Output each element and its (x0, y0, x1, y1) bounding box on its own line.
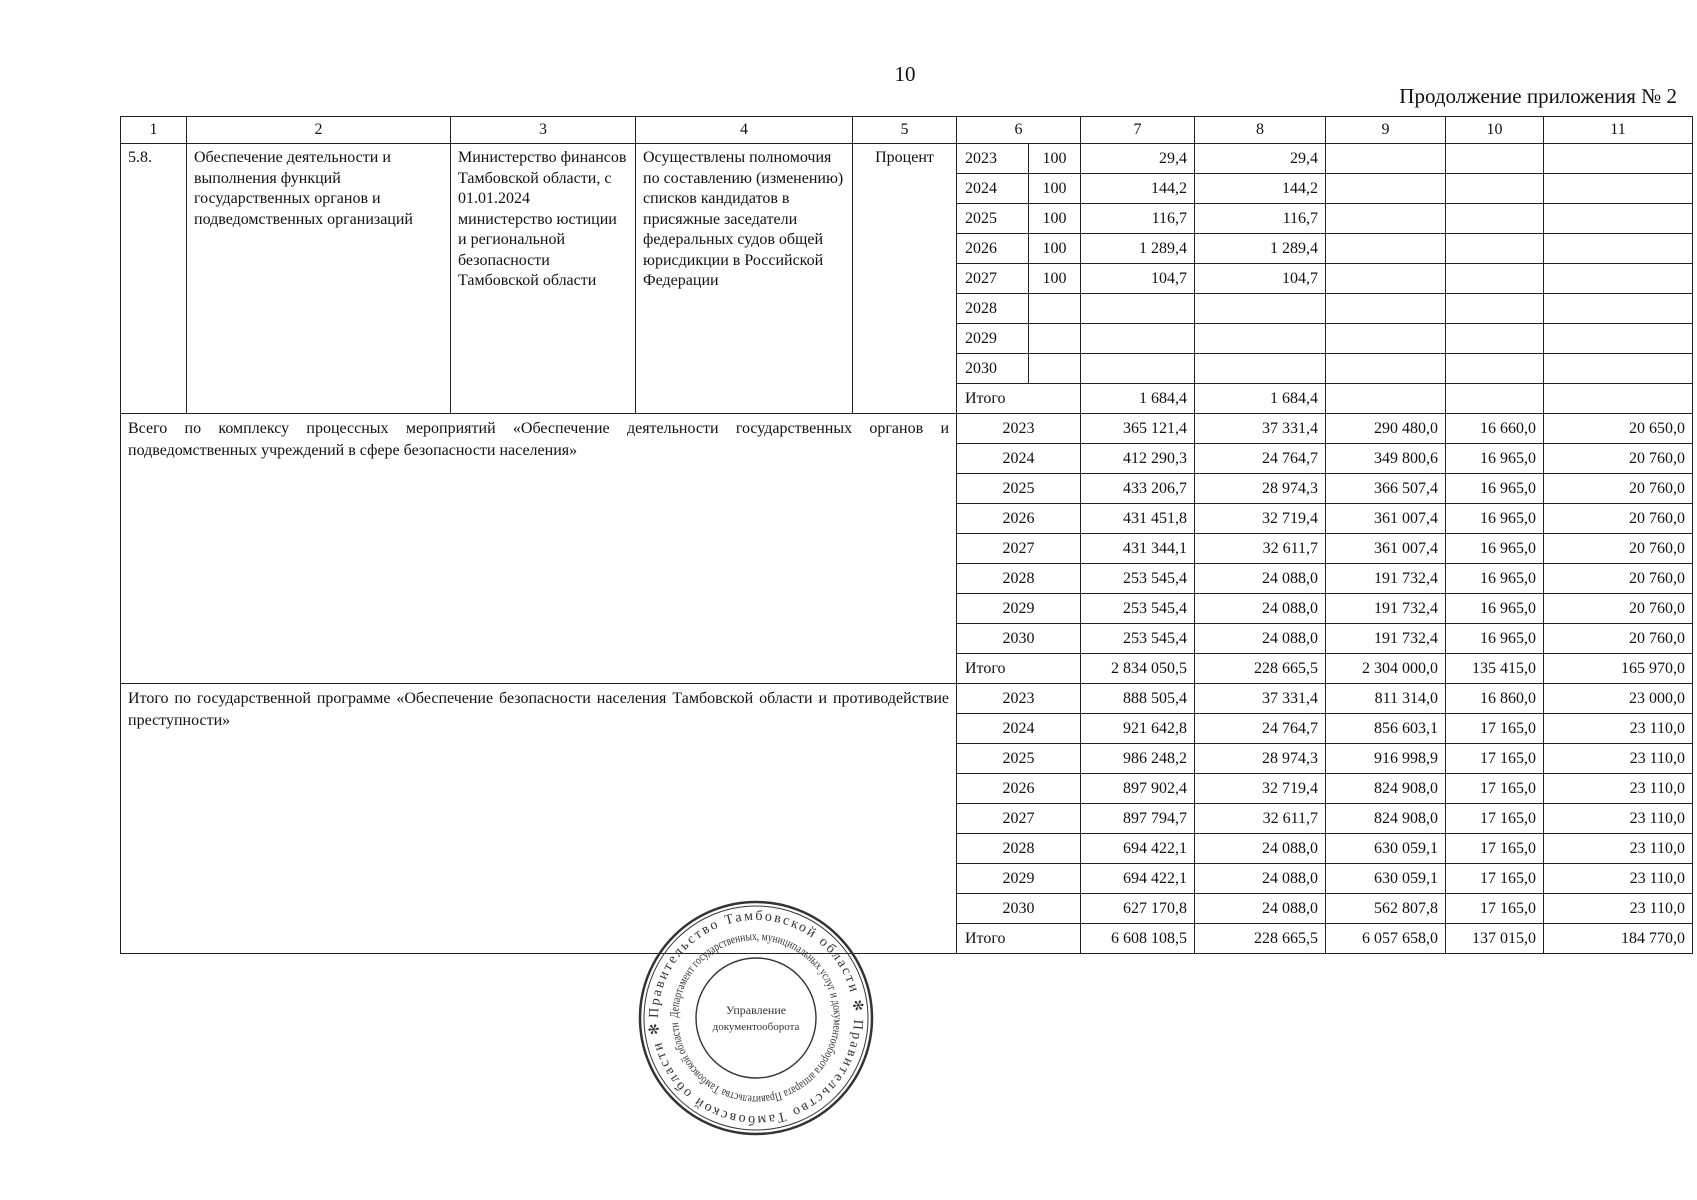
amount-cell: 253 545,4 (1081, 564, 1195, 594)
budget-table (120, 116, 1693, 954)
column-number: 8 (1195, 117, 1326, 144)
amount-cell: 20 760,0 (1544, 504, 1693, 534)
total-label: Итого (957, 654, 1081, 684)
amount-cell: 431 451,8 (1081, 504, 1195, 534)
amount-cell: 32 719,4 (1195, 504, 1326, 534)
seal-inner-text: Департамент государственных, муниципальных услуг и документооборота аппарата Правительства Тамбовской области (666, 928, 846, 1108)
amount-cell: 986 248,2 (1081, 744, 1195, 774)
amount-cell: 365 121,4 (1081, 414, 1195, 444)
amount-cell: 17 165,0 (1446, 804, 1544, 834)
amount-cell: 28 974,3 (1195, 474, 1326, 504)
item-unit: Процент (853, 144, 957, 414)
year-cell: 2023 (957, 414, 1081, 444)
amount-cell (1544, 234, 1693, 264)
year-cell: 2023 (957, 684, 1081, 714)
amount-cell: 23 000,0 (1544, 684, 1693, 714)
amount-cell (1195, 294, 1326, 324)
year-cell: 2026 (957, 774, 1081, 804)
amount-cell: 20 760,0 (1544, 594, 1693, 624)
amount-cell: 24 088,0 (1195, 594, 1326, 624)
amount-cell: 137 015,0 (1446, 924, 1544, 954)
amount-cell (1081, 294, 1195, 324)
amount-cell (1446, 294, 1544, 324)
amount-cell: 16 965,0 (1446, 534, 1544, 564)
year-cell: 2026 (957, 504, 1081, 534)
year-cell: 2023 (957, 144, 1029, 174)
amount-cell: 16 965,0 (1446, 594, 1544, 624)
amount-cell (1326, 294, 1446, 324)
amount-cell: 562 807,8 (1326, 894, 1446, 924)
amount-cell: 29,4 (1081, 144, 1195, 174)
amount-cell: 24 088,0 (1195, 864, 1326, 894)
year-cell: 2029 (957, 864, 1081, 894)
amount-cell (1446, 234, 1544, 264)
amount-cell: 37 331,4 (1195, 684, 1326, 714)
amount-cell: 431 344,1 (1081, 534, 1195, 564)
value-cell: 100 (1029, 264, 1081, 294)
total-label: Итого (957, 384, 1081, 414)
amount-cell: 630 059,1 (1326, 864, 1446, 894)
amount-cell (1326, 264, 1446, 294)
year-cell: 2024 (957, 714, 1081, 744)
value-cell: 100 (1029, 174, 1081, 204)
amount-cell: 228 665,5 (1195, 924, 1326, 954)
year-cell: 2024 (957, 174, 1029, 204)
amount-cell (1326, 144, 1446, 174)
amount-cell (1081, 354, 1195, 384)
year-cell: 2028 (957, 294, 1029, 324)
seal-center-line1: Управление (725, 1003, 787, 1017)
year-cell: 2028 (957, 834, 1081, 864)
amount-cell: 824 908,0 (1326, 774, 1446, 804)
year-cell: 2025 (957, 474, 1081, 504)
amount-cell: 694 422,1 (1081, 864, 1195, 894)
amount-cell: 23 110,0 (1544, 714, 1693, 744)
table-row (121, 144, 1693, 174)
item-result: Осуществлены полномочия по составлению (изменению) списков кандидатов в присяжные заседатели федеральных судов общей юрисдикции в Российской Федерации (636, 144, 853, 414)
amount-cell: 6 608 108,5 (1081, 924, 1195, 954)
amount-cell: 23 110,0 (1544, 864, 1693, 894)
value-cell: 100 (1029, 144, 1081, 174)
column-number-row (121, 117, 1693, 144)
amount-cell: 361 007,4 (1326, 534, 1446, 564)
column-number: 11 (1544, 117, 1693, 144)
official-seal (636, 898, 876, 1138)
amount-cell: 23 110,0 (1544, 774, 1693, 804)
amount-cell (1446, 384, 1544, 414)
amount-cell: 253 545,4 (1081, 624, 1195, 654)
amount-cell (1446, 204, 1544, 234)
year-cell: 2025 (957, 744, 1081, 774)
amount-cell: 253 545,4 (1081, 594, 1195, 624)
amount-cell: 811 314,0 (1326, 684, 1446, 714)
amount-cell: 116,7 (1081, 204, 1195, 234)
page-number: 10 (894, 62, 916, 86)
amount-cell: 28 974,3 (1195, 744, 1326, 774)
amount-cell: 23 110,0 (1544, 894, 1693, 924)
amount-cell: 1 289,4 (1081, 234, 1195, 264)
amount-cell (1326, 174, 1446, 204)
amount-cell: 24 088,0 (1195, 624, 1326, 654)
amount-cell: 20 760,0 (1544, 444, 1693, 474)
amount-cell (1326, 354, 1446, 384)
amount-cell: 17 165,0 (1446, 894, 1544, 924)
year-cell: 2028 (957, 564, 1081, 594)
amount-cell: 916 998,9 (1326, 744, 1446, 774)
amount-cell: 16 860,0 (1446, 684, 1544, 714)
amount-cell: 17 165,0 (1446, 714, 1544, 744)
program-label: Итого по государственной программе «Обеспечение безопасности населения Тамбовской области и противодействие преступности» (121, 684, 957, 954)
seal-outer-text: Правительство Тамбовской области ✻ Правительство Тамбовской области ✻ (646, 908, 866, 1128)
amount-cell: 6 057 658,0 (1326, 924, 1446, 954)
amount-cell: 20 760,0 (1544, 534, 1693, 564)
amount-cell: 24 088,0 (1195, 564, 1326, 594)
total-label: Итого (957, 924, 1081, 954)
amount-cell: 135 415,0 (1446, 654, 1544, 684)
amount-cell: 921 642,8 (1081, 714, 1195, 744)
seal-center-line2: документооборота (712, 1021, 800, 1033)
amount-cell: 16 965,0 (1446, 564, 1544, 594)
column-number: 1 (121, 117, 187, 144)
year-cell: 2029 (957, 594, 1081, 624)
amount-cell (1544, 264, 1693, 294)
amount-cell (1081, 324, 1195, 354)
year-cell: 2025 (957, 204, 1029, 234)
amount-cell: 897 794,7 (1081, 804, 1195, 834)
amount-cell: 191 732,4 (1326, 624, 1446, 654)
value-cell (1029, 354, 1081, 384)
year-cell: 2029 (957, 324, 1029, 354)
amount-cell: 366 507,4 (1326, 474, 1446, 504)
amount-cell: 433 206,7 (1081, 474, 1195, 504)
year-cell: 2027 (957, 534, 1081, 564)
amount-cell: 16 965,0 (1446, 624, 1544, 654)
amount-cell: 897 902,4 (1081, 774, 1195, 804)
amount-cell (1544, 174, 1693, 204)
appendix-continuation: Продолжение приложения № 2 (1399, 84, 1677, 108)
amount-cell: 412 290,3 (1081, 444, 1195, 474)
amount-cell: 104,7 (1195, 264, 1326, 294)
amount-cell: 20 650,0 (1544, 414, 1693, 444)
amount-cell: 191 732,4 (1326, 564, 1446, 594)
amount-cell (1544, 204, 1693, 234)
amount-cell: 24 764,7 (1195, 444, 1326, 474)
amount-cell: 16 965,0 (1446, 444, 1544, 474)
year-cell: 2030 (957, 354, 1029, 384)
amount-cell: 184 770,0 (1544, 924, 1693, 954)
value-cell (1029, 324, 1081, 354)
column-number: 2 (187, 117, 451, 144)
amount-cell: 24 088,0 (1195, 834, 1326, 864)
amount-cell: 1 684,4 (1081, 384, 1195, 414)
amount-cell: 349 800,6 (1326, 444, 1446, 474)
amount-cell: 16 660,0 (1446, 414, 1544, 444)
amount-cell: 23 110,0 (1544, 804, 1693, 834)
year-cell: 2026 (957, 234, 1029, 264)
year-cell: 2027 (957, 264, 1029, 294)
amount-cell: 32 611,7 (1195, 534, 1326, 564)
amount-cell: 17 165,0 (1446, 744, 1544, 774)
amount-cell: 16 965,0 (1446, 504, 1544, 534)
amount-cell (1544, 294, 1693, 324)
year-cell: 2024 (957, 444, 1081, 474)
amount-cell: 630 059,1 (1326, 834, 1446, 864)
amount-cell: 1 684,4 (1195, 384, 1326, 414)
column-number: 9 (1326, 117, 1446, 144)
amount-cell: 2 304 000,0 (1326, 654, 1446, 684)
amount-cell: 23 110,0 (1544, 834, 1693, 864)
column-number: 10 (1446, 117, 1544, 144)
complex-label: Всего по комплексу процессных мероприятий «Обеспечение деятельности государственных органов и подведомственных учреждений в сфере безопасности населения» (121, 414, 957, 684)
amount-cell: 144,2 (1195, 174, 1326, 204)
amount-cell (1195, 324, 1326, 354)
amount-cell: 29,4 (1195, 144, 1326, 174)
amount-cell (1326, 204, 1446, 234)
amount-cell: 361 007,4 (1326, 504, 1446, 534)
amount-cell: 37 331,4 (1195, 414, 1326, 444)
table-row (121, 684, 1693, 714)
table-row (121, 414, 1693, 444)
amount-cell (1195, 354, 1326, 384)
amount-cell: 824 908,0 (1326, 804, 1446, 834)
amount-cell: 290 480,0 (1326, 414, 1446, 444)
column-number: 3 (451, 117, 636, 144)
amount-cell: 228 665,5 (1195, 654, 1326, 684)
amount-cell (1544, 354, 1693, 384)
amount-cell: 165 970,0 (1544, 654, 1693, 684)
amount-cell (1326, 234, 1446, 264)
item-number: 5.8. (121, 144, 187, 414)
amount-cell (1446, 264, 1544, 294)
amount-cell (1446, 354, 1544, 384)
amount-cell: 144,2 (1081, 174, 1195, 204)
amount-cell: 20 760,0 (1544, 564, 1693, 594)
amount-cell: 20 760,0 (1544, 624, 1693, 654)
amount-cell (1544, 384, 1693, 414)
amount-cell: 627 170,8 (1081, 894, 1195, 924)
amount-cell: 23 110,0 (1544, 744, 1693, 774)
amount-cell (1446, 144, 1544, 174)
amount-cell: 104,7 (1081, 264, 1195, 294)
amount-cell: 17 165,0 (1446, 834, 1544, 864)
amount-cell (1326, 324, 1446, 354)
column-number: 4 (636, 117, 853, 144)
value-cell: 100 (1029, 234, 1081, 264)
year-cell: 2030 (957, 624, 1081, 654)
amount-cell: 191 732,4 (1326, 594, 1446, 624)
column-number: 7 (1081, 117, 1195, 144)
amount-cell: 856 603,1 (1326, 714, 1446, 744)
amount-cell (1446, 174, 1544, 204)
amount-cell: 16 965,0 (1446, 474, 1544, 504)
column-number: 5 (853, 117, 957, 144)
amount-cell: 17 165,0 (1446, 774, 1544, 804)
amount-cell: 116,7 (1195, 204, 1326, 234)
column-number: 6 (957, 117, 1081, 144)
amount-cell: 17 165,0 (1446, 864, 1544, 894)
amount-cell: 694 422,1 (1081, 834, 1195, 864)
item-executor: Министерство финансов Тамбовской области, с 01.01.2024 министерство юстиции и региональной безопасности Тамбовской области (451, 144, 636, 414)
item-name: Обеспечение деятельности и выполнения функций государственных органов и подведомственных организаций (187, 144, 451, 414)
amount-cell (1446, 324, 1544, 354)
amount-cell: 32 611,7 (1195, 804, 1326, 834)
year-cell: 2027 (957, 804, 1081, 834)
amount-cell: 24 764,7 (1195, 714, 1326, 744)
amount-cell (1326, 384, 1446, 414)
value-cell (1029, 294, 1081, 324)
amount-cell: 24 088,0 (1195, 894, 1326, 924)
amount-cell: 2 834 050,5 (1081, 654, 1195, 684)
year-cell: 2030 (957, 894, 1081, 924)
amount-cell (1544, 144, 1693, 174)
value-cell: 100 (1029, 204, 1081, 234)
amount-cell: 1 289,4 (1195, 234, 1326, 264)
amount-cell: 888 505,4 (1081, 684, 1195, 714)
amount-cell (1544, 324, 1693, 354)
amount-cell: 20 760,0 (1544, 474, 1693, 504)
amount-cell: 32 719,4 (1195, 774, 1326, 804)
